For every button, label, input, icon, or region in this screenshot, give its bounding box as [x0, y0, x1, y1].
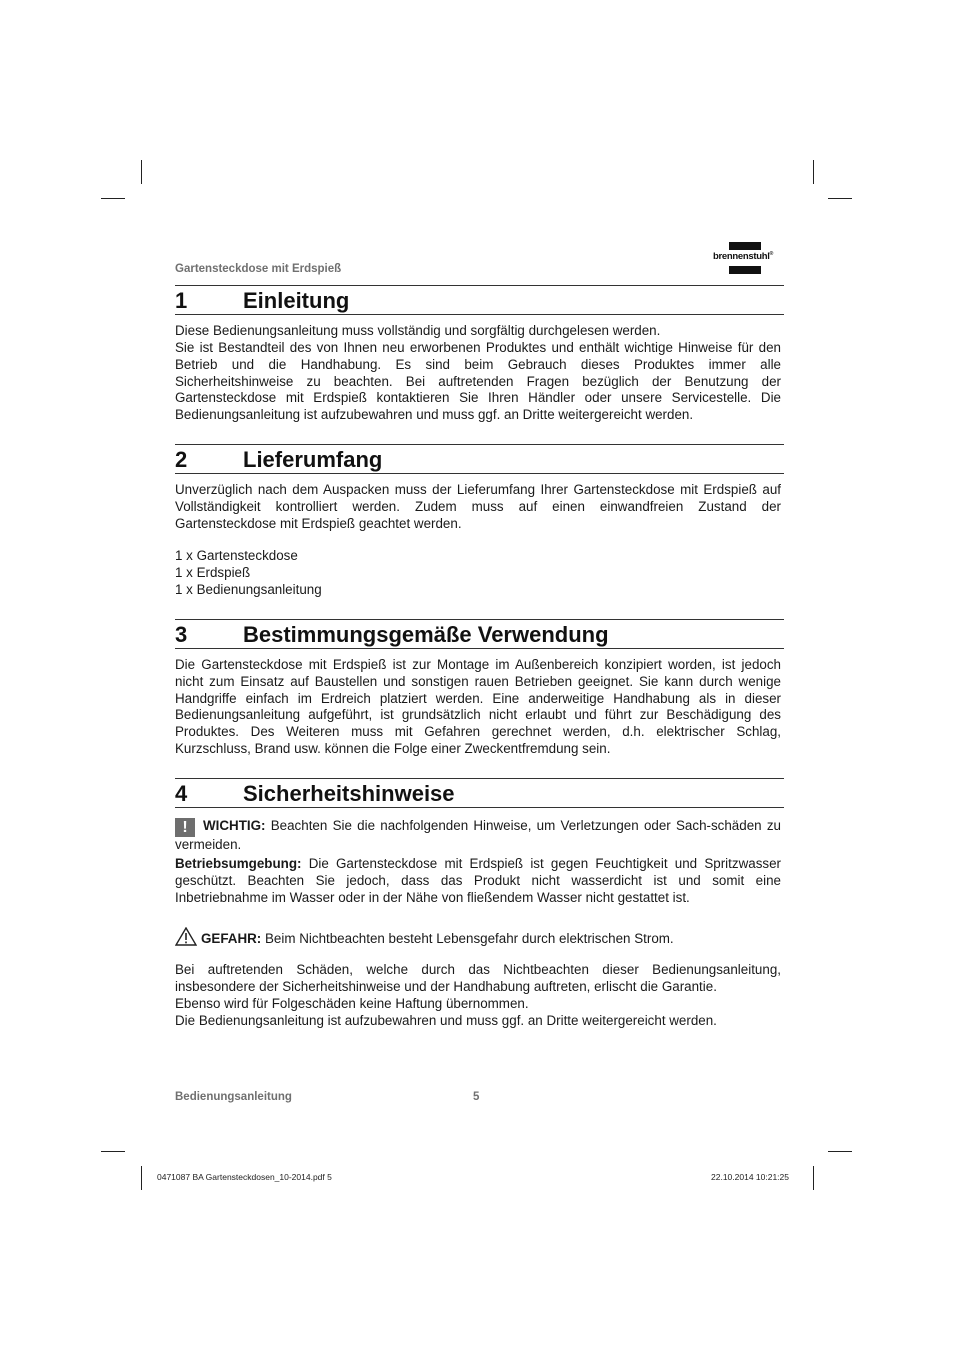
list-item: 1 x Erdspieß [175, 565, 251, 580]
paragraph: Bei auftretenden Schäden, welche durch das Nichtbeachten dieser Bedienungsanleitung, insbesondere der Sicherheitshinweise und der Handhabung auftreten, erlischt die Garantie. [175, 962, 781, 994]
section-title: Sicherheitshinweise [243, 781, 455, 806]
paragraph: Unverzüglich nach dem Auspacken muss der Lieferumfang Ihrer Gartensteckdose mit Erdspieß auf Vollständigkeit kontrolliert werden. Zudem muss auf einen einwandfreien Zustand der Gartensteckdose mit Erdspieß geachtet werden. [175, 482, 781, 531]
gefahr-note [175, 927, 781, 948]
crop-mark [141, 1166, 142, 1190]
brand-logo [713, 242, 785, 276]
paragraph: Ebenso wird für Folgeschäden keine Haftung übernommen. [175, 996, 529, 1011]
section-heading [175, 444, 784, 474]
section-number: 2 [175, 447, 188, 472]
section-title: Bestimmungsgemäße Verwendung [243, 622, 609, 647]
print-slug-datetime: 22.10.2014 10:21:25 [711, 1172, 789, 1182]
exclamation-icon: ! [175, 818, 195, 837]
brand-logo-text: brennenstuhl® [713, 251, 773, 263]
crop-mark [101, 198, 125, 199]
section-heading [175, 778, 784, 808]
list-item: 1 x Bedienungsanleitung [175, 582, 322, 597]
crop-mark [101, 1151, 125, 1152]
page-number: 5 [473, 1091, 480, 1103]
crop-mark [813, 160, 814, 184]
list-item: 1 x Gartensteckdose [175, 548, 298, 563]
section-heading [175, 285, 784, 315]
section-number: 4 [175, 781, 188, 806]
print-slug-file: 0471087 BA Gartensteckdosen_10-2014.pdf 5 [157, 1172, 332, 1182]
running-header: Gartensteckdose mit Erdspieß [175, 263, 342, 275]
section-title: Einleitung [243, 288, 350, 313]
gefahr-text: Beim Nichtbeachten besteht Lebensgefahr durch elektrischen Strom. [265, 931, 674, 946]
betrieb-note [175, 856, 781, 906]
crop-mark [828, 1151, 852, 1152]
crop-mark [813, 1166, 814, 1190]
section-number: 3 [175, 622, 188, 647]
wichtig-text: Beachten Sie die nachfolgenden Hinweise, um Verletzungen oder Sach-schäden zu vermeiden. [175, 818, 781, 852]
wichtig-label: WICHTIG: [203, 818, 266, 833]
paragraph: Diese Bedienungsanleitung muss vollständig und sorgfältig durchgelesen werden. [175, 323, 661, 338]
warning-triangle-icon [175, 927, 197, 946]
section-number: 1 [175, 288, 188, 313]
paragraph: Sie ist Bestandteil des von Ihnen neu erworbenen Produktes und enthält wichtige Hinweise für den Betrieb und die Handhabung. Es sind beim Gebrauch dieses Produktes immer alle Sicherheitshinweise zu beachten. Bei auftretenden Fragen bezüglich der Benutzung der Gartensteckdose mit Erdspieß kontaktieren Sie Ihren Händler oder unsere Servicestelle. Die Bedienungsanleitung ist aufzubewahren und muss ggf. an Dritte weitergereicht werden. [175, 340, 781, 423]
paragraph: Die Gartensteckdose mit Erdspieß ist zur Montage im Außenbereich konzipiert worden, ist jedoch nicht zum Einsatz auf Baustellen und sonstigen rauen Betrieben geeignet. Sie kann durch wenige Handgriffe einfach im Erdreich platziert werden. Eine anderweitige Handhabung als in dieser Bedienungsanleitung aufgeführt, ist grundsätzlich nicht erlaubt und führt zur Beschädigung des Produktes. Des Weiteren muss mit Gefahren gerechnet werden, d.h. elektrischer Schlag, Kurzschluss, Brand usw. können die Folge einer Zweckentfremdung sein. [175, 657, 781, 756]
gefahr-label: GEFAHR: [201, 931, 262, 946]
footer-label: Bedienungsanleitung [175, 1091, 292, 1103]
section-title: Lieferumfang [243, 447, 383, 472]
betrieb-text: Die Gartensteckdose mit Erdspieß ist gegen Feuchtigkeit und Spritzwasser geschützt. Beachten Sie jedoch, dass das Produkt nicht wasserdicht ist und somit eine Inbetriebnahme im Wasser oder in der Nähe von fließendem Wasser nicht gestattet ist. [175, 856, 781, 905]
crop-mark [141, 160, 142, 184]
paragraph: Die Bedienungsanleitung ist aufzubewahren und muss ggf. an Dritte weitergereicht werden. [175, 1013, 717, 1028]
section-heading [175, 619, 784, 649]
betrieb-label: Betriebsumgebung: [175, 856, 302, 871]
crop-mark [828, 198, 852, 199]
wichtig-note [175, 818, 781, 854]
